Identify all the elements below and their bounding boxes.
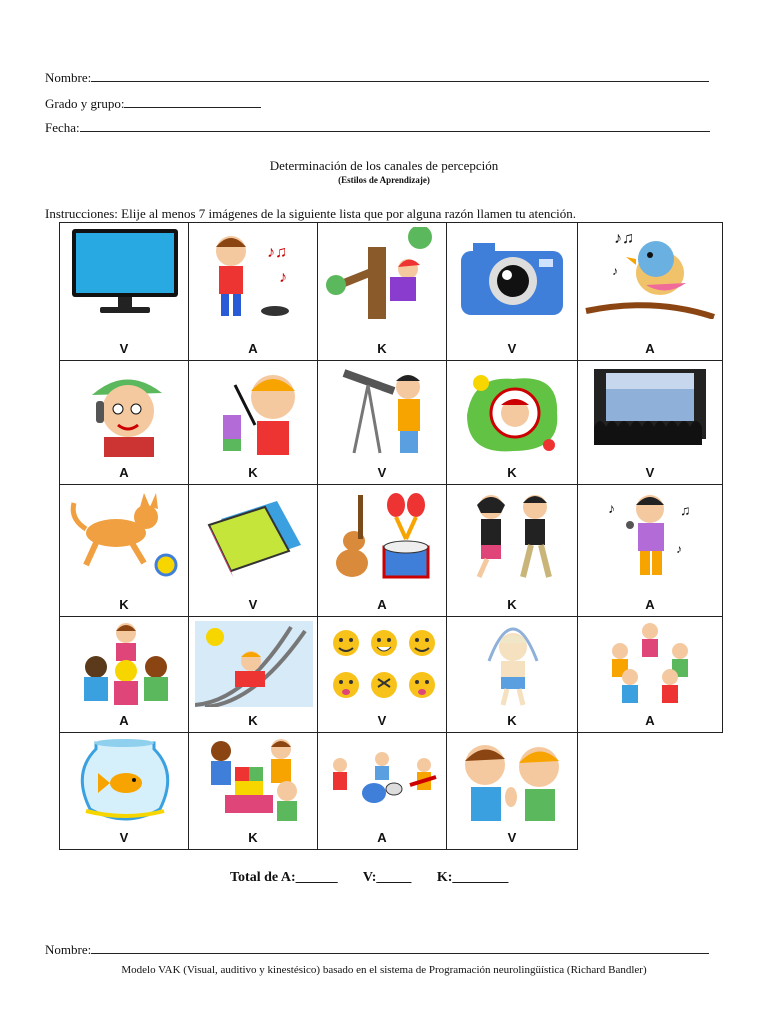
boy-jump-rope-icon <box>453 621 571 707</box>
grade-field[interactable] <box>124 94 261 108</box>
bird-singing-icon <box>584 227 716 319</box>
boy-on-phone-icon <box>66 365 184 457</box>
footer-name-field[interactable] <box>91 940 709 954</box>
grid-cell[interactable] <box>188 484 318 617</box>
name-label: Nombre: <box>45 70 92 85</box>
grid-cell[interactable] <box>446 222 578 361</box>
cell-letter: V <box>377 465 387 480</box>
instructions: Instrucciones: Elije al menos 7 imágenes de la siguiente lista que por alguna razón llamen tu atención. <box>45 206 577 221</box>
boy-science-icon <box>195 365 313 457</box>
grid-cell[interactable] <box>317 732 447 850</box>
fishbowl-icon <box>66 737 184 823</box>
date-field[interactable] <box>80 118 710 132</box>
total-a-field[interactable]: A:______ <box>280 870 338 885</box>
footer-name-line <box>45 940 709 958</box>
theater-audience-icon <box>584 365 716 457</box>
cell-letter: K <box>248 465 258 480</box>
cell-letter: A <box>119 465 129 480</box>
grid-cell[interactable] <box>446 484 578 617</box>
boy-climbing-tree-icon <box>324 227 442 319</box>
grid-cell[interactable] <box>188 360 318 485</box>
boy-telescope-icon <box>324 365 442 457</box>
boy-singing-icon <box>584 489 716 581</box>
grid-cell[interactable] <box>59 360 189 485</box>
cell-letter: K <box>507 465 517 480</box>
cell-letter: A <box>377 597 387 612</box>
band-playing-icon <box>324 737 442 823</box>
monitor-icon <box>66 227 184 319</box>
cell-letter: V <box>507 341 517 356</box>
grid-cell[interactable] <box>59 484 189 617</box>
cell-letter: K <box>507 713 517 728</box>
grid-cell[interactable] <box>59 222 189 361</box>
svg-text:♪: ♪ <box>676 542 682 556</box>
cell-letter: A <box>645 341 655 356</box>
grid-cell[interactable] <box>317 360 447 485</box>
grade-label: Grado y grupo: <box>45 96 125 111</box>
kids-building-blocks-icon <box>195 737 313 823</box>
grid-cell[interactable] <box>188 732 318 850</box>
date-line <box>45 118 710 136</box>
cell-letter: A <box>645 597 655 612</box>
cell-letter: V <box>377 713 387 728</box>
grid-cell[interactable] <box>317 616 447 733</box>
emoji-faces-icon <box>324 621 442 707</box>
grid-cell[interactable] <box>577 360 723 485</box>
cell-letter: V <box>248 597 258 612</box>
cell-letter: A <box>377 830 387 845</box>
grid-cell[interactable] <box>446 360 578 485</box>
cell-letter: K <box>377 341 387 356</box>
kids-group-listening-icon <box>66 621 184 707</box>
boy-painting-icon <box>453 365 571 457</box>
name-line <box>45 68 709 86</box>
cell-letter: K <box>248 713 258 728</box>
cell-letter: V <box>119 341 129 356</box>
grid-cell[interactable] <box>446 732 578 850</box>
name-field[interactable] <box>91 68 709 82</box>
svg-text:♫: ♫ <box>680 504 691 519</box>
footer-credit: Modelo VAK (Visual, auditivo y kinestésico) basado en el sistema de Programación neurolingüística (Richard Bandler) <box>121 964 647 976</box>
roller-coaster-icon <box>195 621 313 707</box>
grid-cell[interactable] <box>577 222 723 361</box>
cell-letter: K <box>507 597 517 612</box>
svg-text:♪: ♪ <box>608 502 615 517</box>
grid-cell[interactable] <box>317 484 447 617</box>
grid-cell[interactable] <box>577 616 723 733</box>
grid-cell[interactable] <box>446 616 578 733</box>
page-title: Determinación de los canales de percepción <box>269 158 499 173</box>
footer-name-label: Nombre: <box>45 942 92 957</box>
boys-talking-icon <box>453 737 571 823</box>
totals-row <box>230 870 508 886</box>
books-icon <box>195 489 313 581</box>
grid-cell[interactable] <box>188 222 318 361</box>
cell-letter: V <box>119 830 129 845</box>
grid-cell[interactable] <box>577 484 723 617</box>
dog-running-icon <box>66 489 184 581</box>
total-k-field[interactable]: K:________ <box>436 870 509 885</box>
svg-text:♪♫: ♪♫ <box>614 230 634 247</box>
total-v-field[interactable]: V:_____ <box>362 870 412 885</box>
svg-text:♪♫: ♪♫ <box>267 244 287 261</box>
page-subtitle: (Estilos de Aprendizaje) <box>338 175 430 185</box>
grid-cell[interactable] <box>188 616 318 733</box>
boy-music-icon <box>195 227 313 319</box>
cell-letter: A <box>248 341 258 356</box>
cell-letter: A <box>645 713 655 728</box>
totals-label: Total de <box>230 870 279 885</box>
camera-icon <box>453 227 571 319</box>
date-label: Fecha: <box>45 120 80 135</box>
grid-cell[interactable] <box>59 616 189 733</box>
cell-letter: K <box>248 830 258 845</box>
kids-dancing-icon <box>453 489 571 581</box>
cell-letter: V <box>507 830 517 845</box>
grade-line <box>45 94 261 112</box>
grid-cell[interactable] <box>59 732 189 850</box>
cell-letter: K <box>119 597 129 612</box>
cell-letter: A <box>119 713 129 728</box>
svg-text:♪: ♪ <box>279 269 287 286</box>
svg-text:♪: ♪ <box>612 264 618 278</box>
kids-circle-game-icon <box>584 621 716 707</box>
instruments-icon <box>324 489 442 581</box>
cell-letter: V <box>645 465 655 480</box>
grid-cell[interactable] <box>317 222 447 361</box>
